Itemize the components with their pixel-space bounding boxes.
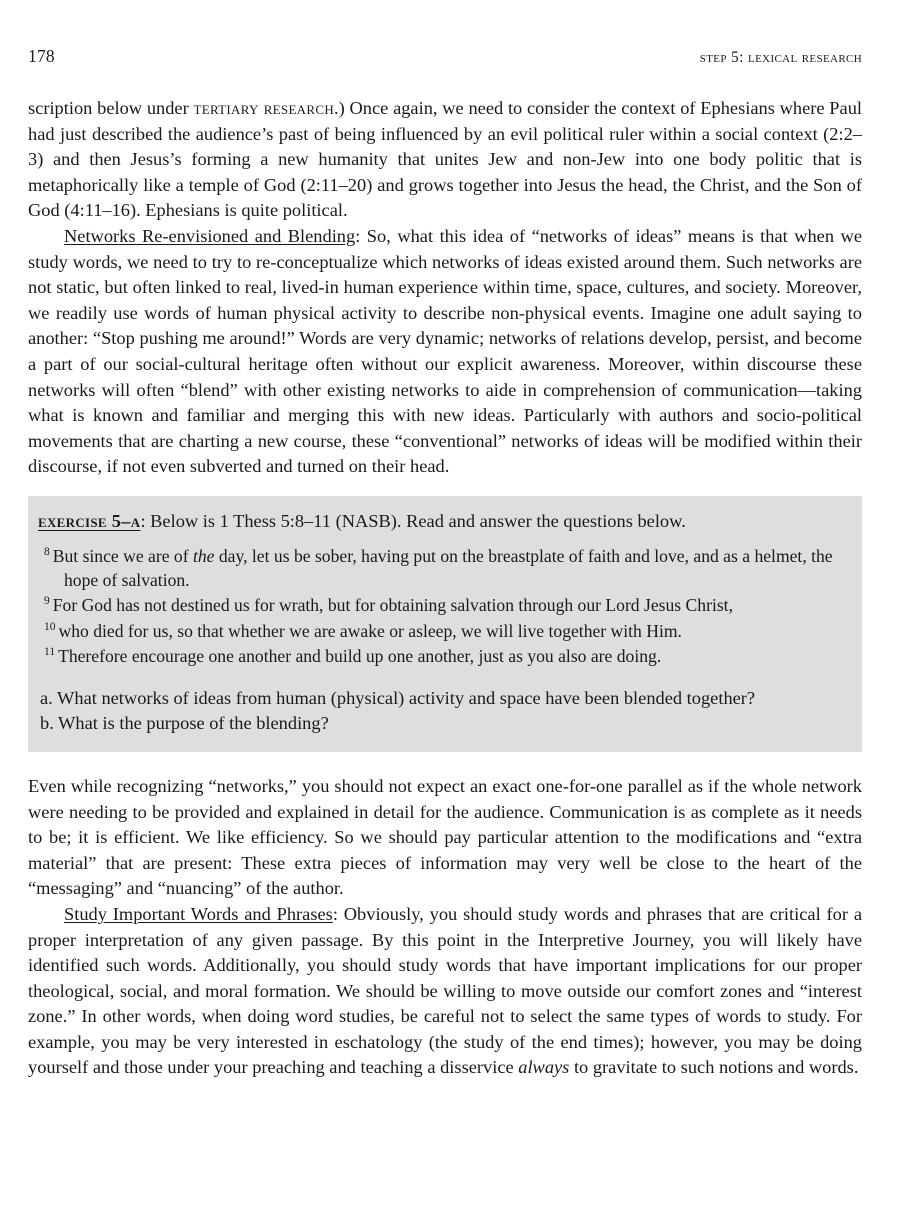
exercise-question-b: b. What is the purpose of the blending? bbox=[40, 712, 329, 733]
exercise-label: exercise 5–a bbox=[38, 510, 141, 531]
paragraph-continuation bbox=[28, 96, 862, 224]
paragraph-networks-re-envisioned bbox=[28, 224, 862, 480]
scripture-verse bbox=[38, 593, 842, 617]
exercise-questions bbox=[38, 686, 842, 736]
verse-number: 8 bbox=[44, 545, 50, 558]
text-column bbox=[28, 96, 862, 1081]
paragraph-1-lead: scription below under bbox=[28, 98, 194, 118]
running-head bbox=[28, 46, 862, 70]
verse-number: 10 bbox=[44, 620, 56, 633]
exercise-question-a: a. What networks of ideas from human (physical) activity and space have been blended together? bbox=[40, 687, 756, 708]
runin-heading-study-important-words: Study Important Words and Phrases bbox=[64, 903, 333, 924]
tertiary-research-smallcaps: tertiary research bbox=[193, 98, 335, 118]
scripture-verse bbox=[38, 619, 842, 643]
paragraph-2-text: : So, what this idea of “networks of ideas” means is that when we study words, we need to try to re-conceptualize which networks of ideas existed around them. Such networks are not static, but often linked to real, lived-in human experience within time, space, cultures, and society. Moreover, we readily use words of human physical activity to describe non-physical events. Imagine one adult saying to another: “Stop pushing me around!” Words are very dynamic; networks of relations develop, persist, and become a part of our social-cultural heritage often without our explicit awareness. Moreover, within discourse these networks will often “blend” with other existing networks to aide in comprehension of communication—taking what is known and familiar and merging this with new ideas. Particularly with authors and socio-political movements that are charting a new course, these “conventional” networks of ideas will be modified within their discourse, if not even subverted and turned on their head. bbox=[28, 225, 862, 477]
paragraph-1-rest: .) Once again, we need to consider the context of Ephesians where Paul had just described the audience’s past of being influenced by an evil political ruler within a social context (2:2–3) and then Jesus’s forming a new humanity that unites Jew and non-Jew into one body politic that is metaphorically like a temple of God (2:11–20) and grows together into Jesus the head, the Christ, and the Son of God (4:11–16). Ephesians is quite political. bbox=[28, 98, 862, 221]
exercise-box bbox=[28, 496, 862, 752]
verse-number: 9 bbox=[44, 595, 50, 608]
verse-text-a: But since we are of bbox=[52, 545, 193, 566]
verse-text-a: who died for us, so that whether we are awake or asleep, we will live together with Him. bbox=[58, 620, 682, 641]
exercise-instruction: : Below is 1 Thess 5:8–11 (NASB). Read and answer the questions below. bbox=[140, 510, 686, 531]
verse-italic: the bbox=[192, 545, 215, 566]
paragraph-4-text-b: to gravitate to such notions and words. bbox=[569, 1057, 859, 1078]
verse-text-a: Therefore encourage one another and build up one another, just as you also are doing. bbox=[58, 646, 662, 667]
page-number: 178 bbox=[28, 46, 55, 66]
running-head-title: step 5: lexical research bbox=[699, 49, 862, 66]
exercise-heading bbox=[38, 509, 842, 535]
verse-number: 11 bbox=[44, 646, 56, 659]
scripture-verse bbox=[38, 644, 842, 668]
runin-heading-networks: Networks Re-envisioned and Blending bbox=[64, 225, 356, 246]
paragraph-even-while-recognizing: Even while recognizing “networks,” you should not expect an exact one-for-one parallel as if the whole network were needing to be provided and explained in detail for the audience. Communication is as complete as it needs to be; it is efficient. We like efficiency. So we should pay particular attention to the modifications and “extra material” that are present: These extra pieces of information may very well be close to the heart of the “messaging” and “nuancing” of the author. bbox=[28, 775, 862, 899]
verse-text-b: day, let us be sober, having put on the breastplate of faith and love, and as a helmet, the hope of salvation. bbox=[64, 545, 833, 590]
paragraph-4-text-a: : Obviously, you should study words and phrases that are critical for a proper interpretation of any given passage. By this point in the Interpretive Journey, you will likely have identified such words. Additionally, you should study words that have important implications for our proper theological, social, and moral formation. We should be willing to move outside our comfort zones and “interest zone.” In other words, when doing word studies, be careful not to select the same types of words to study. For example, you may be very interested in eschatology (the study of the end times); however, you may be doing yourself and those under your preaching and teaching a disservice bbox=[28, 903, 862, 1078]
scripture-verse bbox=[38, 544, 842, 593]
paragraph-study-important-words bbox=[28, 902, 862, 1081]
verse-text-a: For God has not destined us for wrath, but for obtaining salvation through our Lord Jesus Christ, bbox=[52, 595, 733, 616]
paragraph-4-italic-always: always bbox=[518, 1057, 570, 1078]
